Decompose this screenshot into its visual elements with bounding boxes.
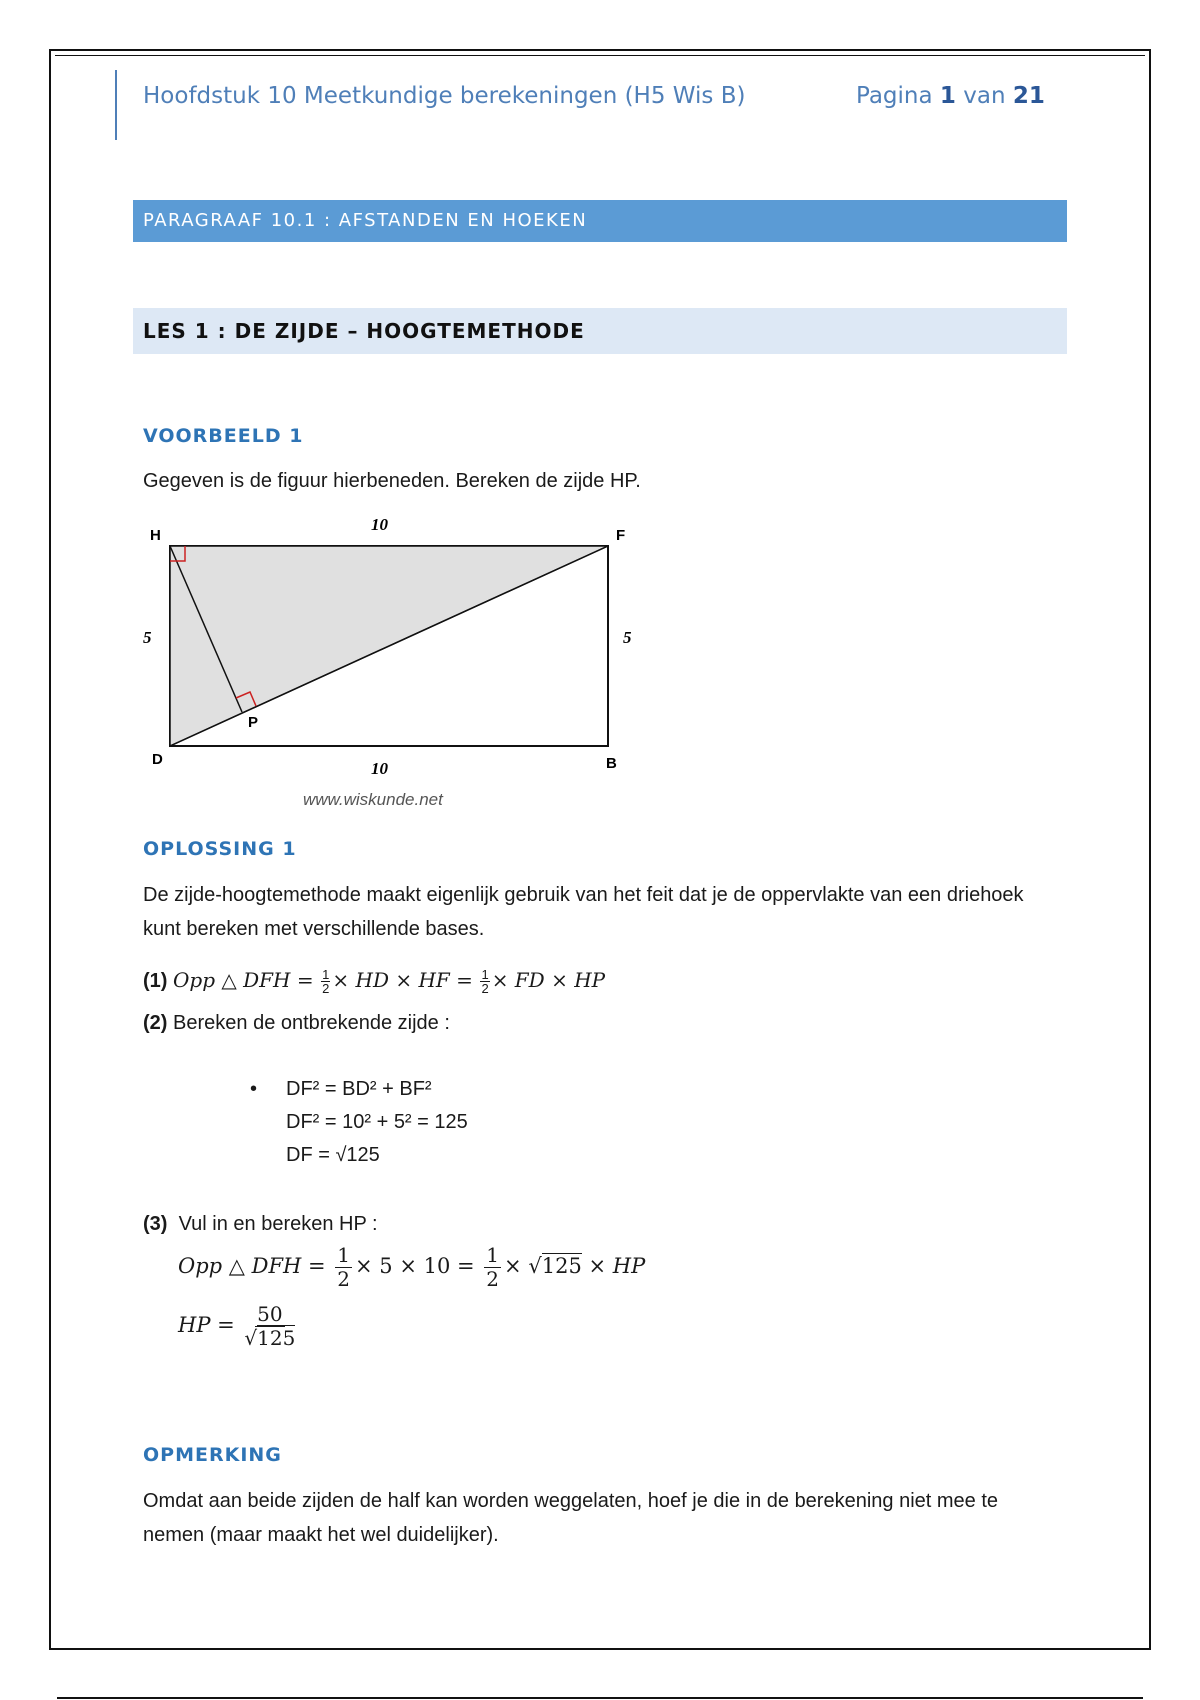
label-d: D: [152, 751, 163, 768]
page-indicator: [856, 83, 1045, 109]
header-title: Hoofdstuk 10 Meetkundige berekeningen (H5 Wis B): [143, 83, 746, 109]
step-1-label: (1): [143, 970, 168, 992]
page-total: 21: [1012, 83, 1045, 109]
solution-heading: OPLOSSING 1: [143, 838, 297, 860]
section-heading-bar: [133, 200, 1067, 242]
page-current: 1: [939, 83, 956, 109]
page-mid: van: [963, 83, 1006, 109]
section-title: PARAGRAAF 10.1 : AFSTANDEN EN HOEKEN: [143, 210, 588, 231]
label-p: P: [248, 714, 259, 731]
step-1-formula-b: × HD × HF =: [332, 968, 473, 992]
bottom-rule: [57, 1697, 1143, 1699]
fraction-half: $\frac{1}{2}$: [322, 967, 330, 997]
calc-line-2: DF² = 10² + 5² = 125: [286, 1111, 468, 1133]
remark-heading: OPMERKING: [143, 1444, 282, 1466]
step-2-label: (2): [143, 1012, 168, 1034]
calculation-block: [286, 1073, 468, 1172]
fraction-half: $\frac{1}{2}$: [337, 1243, 351, 1291]
label-bottom-length: 10: [371, 759, 388, 778]
sqrt-125: √125: [528, 1254, 582, 1278]
hp-result: HP = $\frac{50}{√125}$: [178, 1302, 296, 1350]
label-left-length: 5: [143, 628, 152, 647]
example-heading: VOORBEELD 1: [143, 425, 304, 447]
calc-line-1: DF² = BD² + BF²: [286, 1078, 432, 1100]
step-1-formula-c: × FD × HP: [491, 968, 606, 992]
lesson-title: LES 1 : DE ZIJDE – HOOGTEMETHODE: [143, 319, 585, 343]
label-b: B: [606, 755, 617, 772]
step-3-label: (3): [143, 1213, 168, 1235]
figure-source: www.wiskunde.net: [303, 790, 443, 809]
step-3: [143, 1213, 378, 1236]
step-2: [143, 1012, 450, 1035]
remark-text: Omdat aan beide zijden de half kan worden weggelaten, hoef je die in de berekening niet mee te nemen (maar maakt het wel duidelijker).: [143, 1490, 999, 1546]
rectangle-figure: [140, 510, 660, 820]
step-3-area-equation: Opp △ DFH = $\frac{1}{2}$ × 5 × 10 = $\frac{1}{2}$ × √125 × HP: [178, 1243, 646, 1291]
fraction-hp: $\frac{50}{√125}$: [244, 1302, 296, 1350]
page-prefix: Pagina: [856, 83, 933, 109]
step-1: [143, 968, 605, 995]
label-right-length: 5: [623, 628, 632, 647]
fraction-half: $\frac{1}{2}$: [486, 1243, 500, 1291]
fraction-half: $\frac{1}{2}$: [481, 967, 489, 997]
lesson-heading-bar: [133, 308, 1067, 354]
step-1-formula-a: Opp △ DFH =: [173, 968, 314, 992]
bullet-icon: •: [250, 1078, 258, 1100]
solution-text: De zijde-hoogtemethode maakt eigenlijk gebruik van het feit dat je de oppervlakte van een driehoek kunt bereken met verschillende bases.: [143, 884, 1024, 940]
label-f: F: [616, 527, 626, 544]
header-accent-bar: [115, 70, 117, 140]
label-top-length: 10: [371, 515, 388, 534]
label-h: H: [150, 527, 161, 544]
example-text: Gegeven is de figuur hierbeneden. Bereken de zijde HP.: [143, 470, 641, 492]
calc-line-3: DF = √125: [286, 1144, 380, 1166]
step-3-text: Vul in en bereken HP :: [178, 1213, 378, 1235]
step-2-text: Bereken de ontbrekende zijde :: [173, 1012, 450, 1034]
